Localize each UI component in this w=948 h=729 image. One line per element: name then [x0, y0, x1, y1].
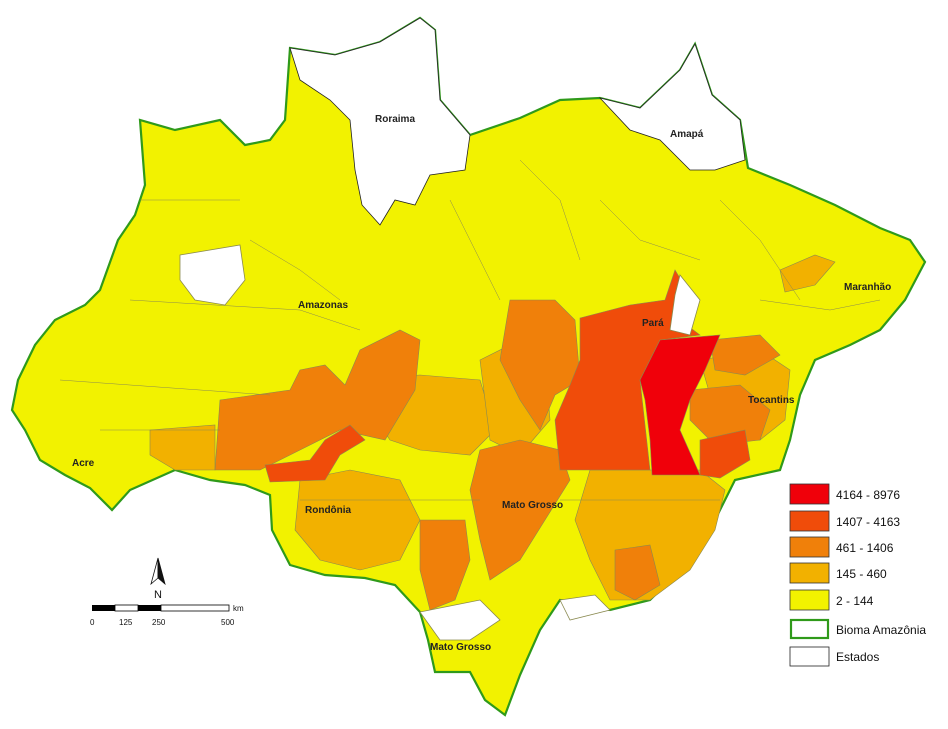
scale-tick-125: 125: [119, 618, 133, 627]
legend-label-states: Estados: [836, 650, 880, 664]
legend-swatch-class-5: [790, 484, 829, 504]
state-label-amazonas: Amazonas: [298, 300, 349, 311]
scale-bar: [90, 604, 244, 627]
legend-swatch-class-4: [790, 511, 829, 531]
legend-swatch-class-1: [790, 590, 829, 610]
state-label-amapa: Amapá: [670, 129, 704, 140]
legend-label-biome: Bioma Amazônia: [836, 623, 927, 637]
legend-label-class-5: 4164 - 8976: [836, 488, 901, 502]
north-label: N: [154, 589, 162, 601]
scale-tick-250: 250: [152, 618, 166, 627]
north-arrow-icon: [151, 558, 165, 601]
state-label-tocantins: Tocantins: [748, 395, 795, 406]
legend: [790, 484, 926, 666]
state-label-acre: Acre: [72, 458, 95, 469]
legend-label-class-2: 145 - 460: [836, 567, 887, 581]
state-label-maranhao: Maranhão: [844, 282, 892, 293]
legend-label-class-3: 461 - 1406: [836, 541, 894, 555]
state-label-rondonia: Rondônia: [305, 505, 352, 516]
state-label-mato-grosso-south: Mato Grosso: [430, 642, 492, 653]
legend-label-class-1: 2 - 144: [836, 594, 874, 608]
legend-label-class-4: 1407 - 4163: [836, 515, 901, 529]
scale-tick-0: 0: [90, 618, 95, 627]
state-label-mato-grosso: Mato Grosso: [502, 500, 564, 511]
legend-swatch-biome: [791, 620, 828, 638]
legend-swatch-class-2: [790, 563, 829, 583]
legend-swatch-states: [790, 647, 829, 666]
scale-tick-500: 500: [221, 618, 235, 627]
state-label-roraima: Roraima: [375, 114, 416, 125]
legend-swatch-class-3: [790, 537, 829, 557]
scale-unit: km: [233, 604, 244, 613]
state-label-para: Pará: [642, 318, 664, 329]
